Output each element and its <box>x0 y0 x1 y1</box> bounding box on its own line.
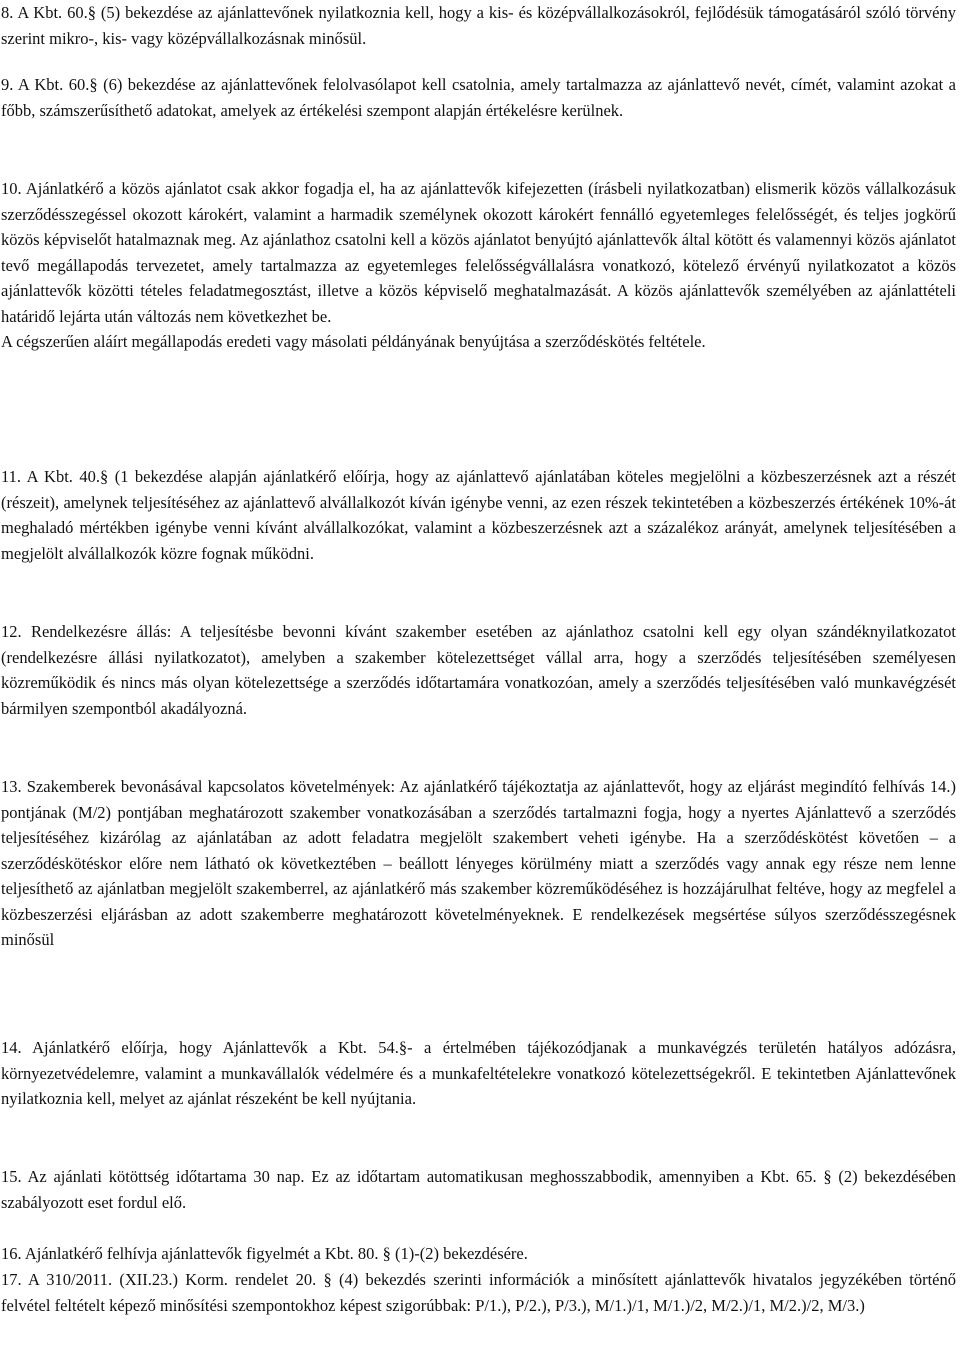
paragraph-13: 13. Szakemberek bevonásával kapcsolatos követelmények: Az ajánlatkérő tájékoztatja az ajánlattevőt, hogy az eljárást megindító felhívás 14.) pontjának (M/2) pontjában meghatározott szakember vonatkozásában a szerződés tartalmazni fogja, hogy a nyertes Ajánlattevő a szerződés teljesítéséhez kizárólag az ajánlatában az adott feladatra megjelölt szakembert veheti igénybe. Ha a szerződéskötést követően – a szerződéskötéskor előre nem látható ok következtében – beállott lényeges körülmény miatt a szerződés vagy annak egy része nem lenne teljesíthető az ajánlatban megjelölt szakemberrel, az ajánlatkérő más szakember közreműködéséhez is hozzájárulhat feltéve, hogy az megfelel a közbeszerzési eljárásban az adott szakemberre meghatározott követelményeknek. E rendelkezések megsértése súlyos szerződésszegésnek minősül <box>1 777 956 949</box>
paragraph-9: 9. A Kbt. 60.§ (6) bekezdése az ajánlattevőnek felolvasólapot kell csatolnia, amely tartalmazza az ajánlattevő nevét, címét, valamint azokat a főbb, számszerűsíthető adatokat, amelyek az értékelési szempont alapján értékelésre kerülnek. <box>1 75 956 120</box>
paragraph-10-signature-note: A cégszerűen aláírt megállapodás eredeti vagy másolati példányának benyújtása a szerződéskötés feltétele. <box>1 332 706 351</box>
paragraph-11: 11. A Kbt. 40.§ (1 bekezdése alapján ajánlatkérő előírja, hogy az ajánlattevő ajánlatában köteles megjelölni a közbeszerzésnek azt a részét (részeit), amelynek teljesítéséhez az ajánlattevő alvállalkozót kíván igénybe venni, az ezen részek tekintetében a közbeszerzés értékének 10%-át meghaladó mértékben igénybe venni kívánt alvállalkozókat, valamint a közbeszerzésnek azt a százalékoz arányát, amelynek teljesítésében a megjelölt alvállalkozók közre fognak működni. <box>1 467 956 563</box>
paragraph-15: 15. Az ajánlati kötöttség időtartama 30 nap. Ez az időtartam automatikusan meghosszabbodik, amennyiben a Kbt. 65. § (2) bekezdésében szabályozott eset fordul elő. <box>1 1167 956 1212</box>
paragraph-14: 14. Ajánlatkérő előírja, hogy Ajánlattevők a Kbt. 54.§- a értelmében tájékozódjanak a munkavégzés területén hatályos adózásra, környezetvédelemre, valamint a munkavállalók védelmére és a munkafeltételekre vonatkozó kötelezettségekről. E tekintetben Ajánlattevőnek nyilatkoznia kell, melyet az ajánlat részeként be kell nyújtania. <box>1 1038 956 1108</box>
paragraph-16: 16. Ajánlatkérő felhívja ajánlattevők figyelmét a Kbt. 80. § (1)-(2) bekezdésére. <box>1 1244 528 1263</box>
paragraph-12: 12. Rendelkezésre állás: A teljesítésbe bevonni kívánt szakember esetében az ajánlathoz csatolni kell egy olyan szándéknyilatkozatot (rendelkezésre állási nyilatkozatot), amelyben a szakember kötelezettséget vállal arra, hogy a szerződés teljesítésében személyesen közreműködik és nincs más olyan kötelezettsége a szerződés időtartamára vonatkozóan, amely a szerződés teljesítésében való munkavégzését bármilyen szempontból akadályozná. <box>1 622 956 718</box>
paragraph-10 <box>1 176 956 355</box>
paragraph-8: 8. A Kbt. 60.§ (5) bekezdése az ajánlattevőnek nyilatkoznia kell, hogy a kis- és középvállalkozásokról, fejlődésük támogatásáról szóló törvény szerint mikro-, kis- vagy középvállalkozásnak minősül. <box>1 3 956 48</box>
paragraph-17: 17. A 310/2011. (XII.23.) Korm. rendelet 20. § (4) bekezdés szerinti információk a minősített ajánlattevők hivatalos jegyzékében történő felvétel feltételt képező minősítési szempontokhoz képest szigorúbbak: P/1.), P/2.), P/3.), M/1.)/1, M/1.)/2, M/2.)/1, M/2.)/2, M/3.) <box>1 1270 956 1315</box>
paragraph-10-body: 10. Ajánlatkérő a közös ajánlatot csak akkor fogadja el, ha az ajánlattevők kifejezetten (írásbeli nyilatkozatban) elismerik közös vállalkozásuk szerződésszegéssel okozott károkért, valamint a harmadik személynek okozott károkért fennálló egyetemleges felelősségét, és teljes jogkörű közös képviselőt hatalmaznak meg. Az ajánlathoz csatolni kell a közös ajánlatot benyújtó ajánlattevők által kötött és valamennyi közös ajánlatot tevő megállapodás tervezetet, amely tartalmazza az egyetemleges felelősségvállalásra vonatkozó, kötelező érvényű nyilatkozatot a közös ajánlattevők közötti tételes feladatmegosztást, illetve a közös képviselő meghatalmazását. A közös ajánlattevők személyében az ajánlattételi határidő lejárta után változás nem következhet be. <box>1 179 956 326</box>
